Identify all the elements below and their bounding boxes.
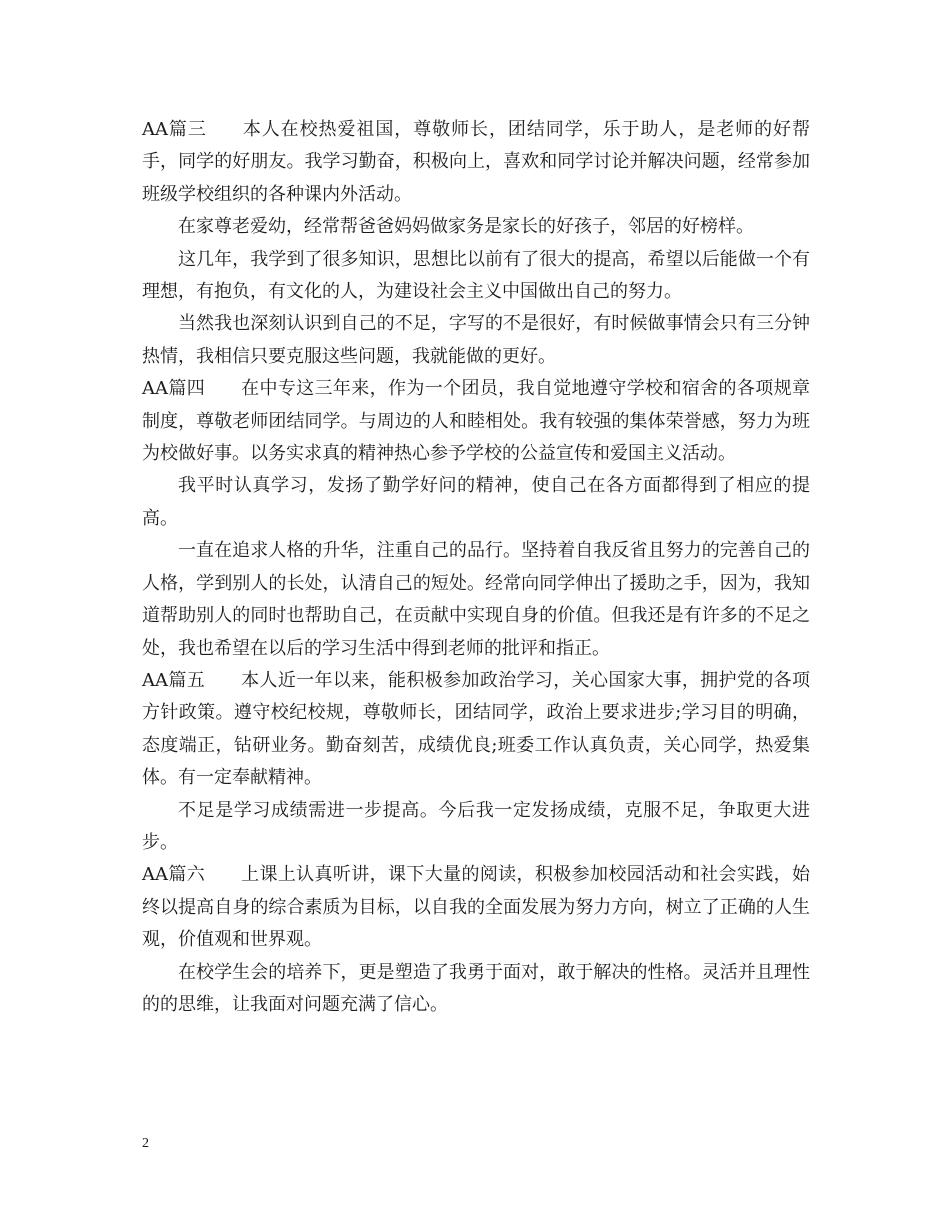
paragraph-section-five (142, 665, 810, 795)
section-label: AA篇三 (142, 119, 207, 140)
paragraph: 这几年，我学到了很多知识，思想比以前有了很大的提高，希望以后能做一个有理想，有抱负，有文化的人，为建设社会主义中国做出自己的努力。 (142, 248, 810, 303)
paragraph-text: 本人近一年以来，能积极参加政治学习，关心国家大事，拥护党的各项方针政策。遵守校纪校规，尊敬师长，团结同学，政治上要求进步;学习目的明确，态度端正，钻研业务。勤奋刻苦，成绩优良;班委工作认真负责，关心同学，热爱集体。有一定奉献精神。 (142, 669, 810, 789)
paragraph-text: 上课上认真听讲，课下大量的阅读，积极参加校园活动和社会实践，始终以提高自身的综合素质为目标，以自我的全面发展为努力方向，树立了正确的人生观，价值观和世界观。 (142, 864, 810, 951)
paragraph: 我平时认真学习，发扬了勤学好问的精神，使自己在各方面都得到了相应的提高。 (142, 475, 810, 529)
paragraph-text: 本人在校热爱祖国，尊敬师长，团结同学，乐于助人，是老师的好帮手，同学的好朋友。我学习勤奋，积极向上，喜欢和同学讨论并解决问题，经常参加班级学校组织的各种课内外活动。 (142, 119, 810, 205)
document-body (142, 114, 810, 1021)
paragraph-section-six (142, 859, 810, 956)
page-number: 2 (142, 1136, 149, 1151)
paragraph: 在家尊老爱幼，经常帮爸爸妈妈做家务是家长的好孩子，邻居的好榜样。 (178, 216, 754, 238)
paragraph: 不足是学习成绩需进一步提高。今后我一定发扬成绩，克服不足，争取更大进步。 (142, 799, 810, 853)
paragraph-section-three (142, 114, 810, 211)
paragraph: 在校学生会的培养下，更是塑造了我勇于面对，敢于解决的性格。灵活并且理性的的思维，让我面对问题充满了信心。 (142, 961, 810, 1015)
paragraph: 当然我也深刻认识到自己的不足，字写的不是很好，有时候做事情会只有三分钟热情，我相信只要克服这些问题，我就能做的更好。 (142, 313, 810, 367)
paragraph-section-four (142, 373, 810, 470)
paragraph-text: 在中专这三年来，作为一个团员，我自觉地遵守学校和宿舍的各项规章制度，尊敬老师团结同学。与周边的人和睦相处。我有较强的集体荣誉感，努力为班为校做好事。以务实求真的精神热心参予学校的公益宣传和爱国主义活动。 (142, 378, 810, 465)
section-label: AA篇四 (142, 378, 206, 400)
section-label: AA篇六 (142, 864, 206, 886)
paragraph: 一直在追求人格的升华，注重自己的品行。坚持着自我反省且努力的完善自己的人格，学到别人的长处，认清自己的短处。经常向同学伸出了援助之手，因为，我知道帮助别人的同时也帮助自己，在贡献中实现自身的价值。但我还是有许多的不足之处，我也希望在以后的学习生活中得到老师的批评和指正。 (142, 540, 810, 659)
section-label: AA篇五 (142, 669, 206, 691)
